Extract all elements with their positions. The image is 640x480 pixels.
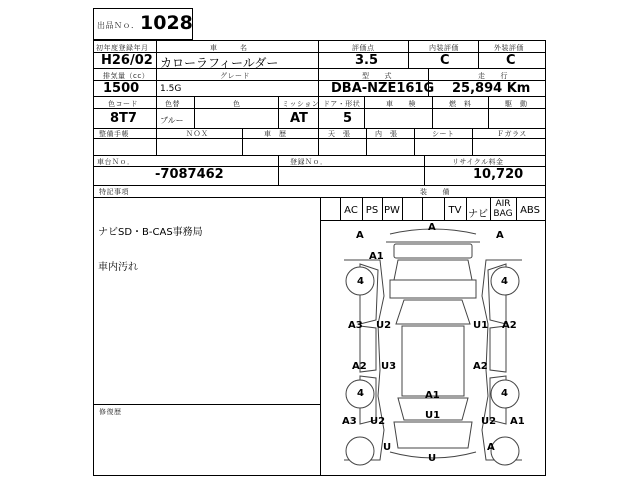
first-registration: H26/02 (101, 53, 153, 68)
glass-label: Ｆガラス (497, 130, 527, 138)
chassis-number: -7087462 (155, 167, 224, 182)
damage-mark: A (356, 230, 364, 241)
color-code: 8T7 (110, 111, 137, 126)
interior-label: 内装評価 (429, 44, 459, 52)
registration-label: 登録Ｎｏ． (290, 158, 328, 166)
equip-ac: AC (344, 205, 358, 216)
damage-mark: 4 (357, 388, 364, 399)
grade-label: グレード (220, 72, 250, 80)
fuel-label: 燃 料 (449, 100, 472, 108)
recycle-fee: 10,720 (473, 167, 524, 182)
damage-mark: A1 (425, 390, 440, 401)
score: 3.5 (355, 53, 379, 68)
drive-label: 駆 動 (505, 100, 528, 108)
car-name: カローラフィールダー (160, 56, 279, 70)
repair-history-label: 修復歴 (99, 408, 122, 416)
color: ブルー (160, 116, 184, 125)
special-notes-label: 特記事項 (99, 188, 129, 196)
year-label: 初年度登録年月 (96, 44, 149, 52)
damage-mark: A2 (473, 361, 488, 372)
damage-mark: U2 (370, 416, 386, 427)
roof-label: 天 張 (328, 130, 351, 138)
damage-mark: 4 (501, 388, 508, 399)
seat-label: シート (432, 130, 455, 138)
equipment-label: 装 備 (420, 188, 450, 196)
damage-mark: A (487, 442, 495, 453)
damage-mark: U1 (425, 410, 441, 421)
note-line-1: ナビSD・B-CAS事務局 (98, 227, 203, 238)
score-label: 評価点 (352, 44, 375, 52)
lot-label: 出品Ｎｏ． (97, 21, 140, 30)
damage-mark: A (496, 230, 504, 241)
color-label: 色 (233, 100, 241, 108)
trim-label: 内 張 (375, 130, 398, 138)
history-label: 車 歴 (264, 130, 287, 138)
damage-mark: A1 (510, 416, 525, 427)
damage-mark: 4 (357, 276, 364, 287)
manual-label: 整備手帳 (99, 130, 129, 138)
damage-mark: A2 (502, 320, 517, 331)
chassis-label: 車台Ｎｏ． (97, 158, 135, 166)
damage-mark: A (428, 222, 436, 233)
equip-navi: ナビ (468, 209, 488, 220)
interior-grade: C (440, 53, 450, 68)
mileage-label: 走 行 (478, 72, 508, 80)
mission-label: ミッション (282, 100, 320, 108)
damage-mark: U3 (381, 361, 397, 372)
exterior-grade: C (506, 53, 516, 68)
exterior-label: 外装評価 (494, 44, 524, 52)
damage-mark: U (428, 453, 437, 464)
damage-mark: A3 (342, 416, 357, 427)
damage-mark: U2 (376, 320, 392, 331)
inspection-label: 車 検 (386, 100, 416, 108)
model-code: DBA-NZE161G (331, 81, 435, 96)
damage-mark: U (383, 442, 392, 453)
lot-number: 1028 (140, 12, 193, 34)
equip-abs: ABS (520, 205, 540, 216)
door-label: ドア・形状 (323, 100, 361, 108)
nox-label: ＮＯＸ (186, 130, 209, 138)
damage-mark: 4 (501, 276, 508, 287)
recycle-label: リサイクル料金 (452, 158, 504, 166)
color-swap-label: 色替 (165, 100, 180, 108)
mileage: 25,894 Km (452, 81, 531, 96)
equip-pw: PW (384, 205, 400, 216)
car-name-label: 車 名 (210, 44, 248, 52)
displacement: 1500 (103, 81, 140, 96)
damage-mark: U1 (473, 320, 489, 331)
model-label: 型 式 (362, 72, 392, 80)
note-line-2: 車内汚れ (98, 262, 138, 273)
color-code-label: 色コード (108, 100, 138, 108)
damage-mark: A3 (348, 320, 363, 331)
mission: AT (290, 111, 308, 126)
displacement-label: 排気量（cc） (103, 72, 150, 80)
car-diagram (320, 220, 546, 476)
grade: 1.5G (160, 84, 182, 94)
doors: 5 (343, 111, 353, 126)
equip-airbag: AIR BAG (493, 199, 513, 219)
damage-mark: A1 (369, 251, 384, 262)
damage-mark: U2 (481, 416, 497, 427)
equip-tv: TV (448, 205, 462, 216)
damage-mark: A2 (352, 361, 367, 372)
equip-ps: PS (365, 205, 379, 216)
